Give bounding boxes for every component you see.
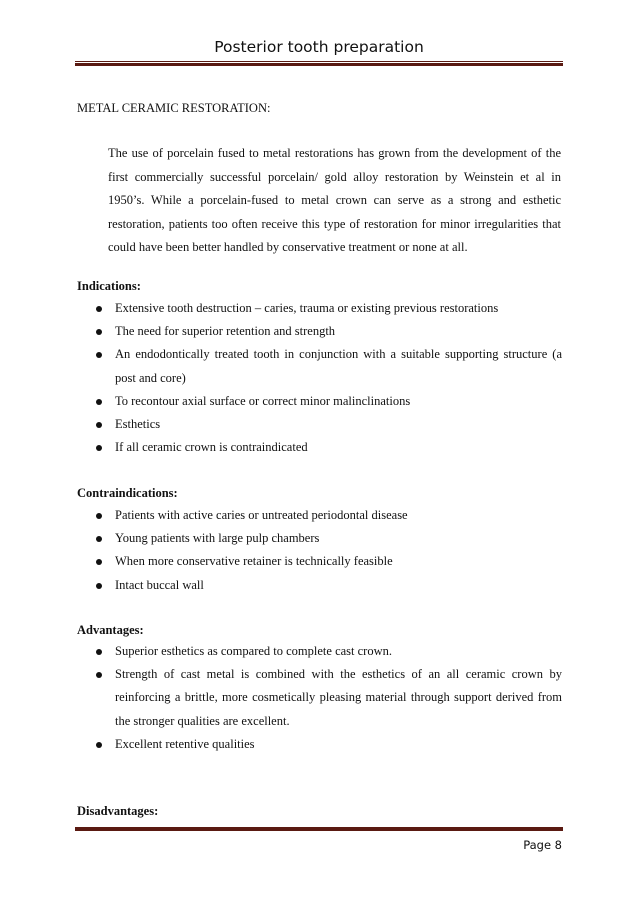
disadvantages-heading: Disadvantages: bbox=[77, 804, 159, 818]
bullet-icon bbox=[96, 445, 102, 451]
metal-ceramic-heading: METAL CERAMIC RESTORATION: bbox=[77, 101, 271, 115]
list-item: To recontour axial surface or correct minor malinclinations bbox=[96, 390, 562, 413]
list-item: If all ceramic crown is contraindicated bbox=[96, 436, 562, 459]
bullet-icon bbox=[96, 742, 102, 748]
advantages-heading: Advantages: bbox=[77, 623, 144, 637]
page-number: Page 8 bbox=[523, 838, 562, 852]
list-item: Intact buccal wall bbox=[96, 574, 562, 597]
indications-list bbox=[96, 297, 562, 459]
bullet-icon bbox=[96, 672, 102, 678]
page-header-title: Posterior tooth preparation bbox=[214, 38, 424, 56]
bullet-icon bbox=[96, 536, 102, 542]
metal-ceramic-paragraph: The use of porcelain fused to metal restorations has grown from the development of the first commercially successful porcelain/ gold alloy restoration by Weinstein et al in 1950’s. While a porcelain-fused to metal crown can serve as a strong and esthetic restoration, patients too often receive this type of restoration for minor irregularities that could have been better handled by conservative treatment or none at all. bbox=[108, 146, 561, 255]
bullet-icon bbox=[96, 352, 102, 358]
bullet-icon bbox=[96, 329, 102, 335]
contraindications-list bbox=[96, 504, 562, 597]
list-item: When more conservative retainer is technically feasible bbox=[96, 550, 562, 573]
list-item: Patients with active caries or untreated periodontal disease bbox=[96, 504, 562, 527]
indications-heading: Indications: bbox=[77, 279, 141, 293]
bullet-icon bbox=[96, 306, 102, 312]
bullet-icon bbox=[96, 399, 102, 405]
list-item: Esthetics bbox=[96, 413, 562, 436]
footer-rule bbox=[75, 826, 563, 831]
bullet-icon bbox=[96, 513, 102, 519]
list-item: Superior esthetics as compared to complete cast crown. bbox=[96, 640, 562, 663]
bullet-icon bbox=[96, 649, 102, 655]
advantages-list bbox=[96, 640, 562, 756]
bullet-icon bbox=[96, 422, 102, 428]
list-item: The need for superior retention and strength bbox=[96, 320, 562, 343]
list-item: An endodontically treated tooth in conjunction with a suitable supporting structure (a post and core) bbox=[96, 343, 562, 389]
list-item: Strength of cast metal is combined with the esthetics of an all ceramic crown by reinforcing a brittle, more cosmetically pleasing material through support derived from the stronger qualities are excellent. bbox=[96, 663, 562, 733]
contraindications-heading: Contraindications: bbox=[77, 486, 178, 500]
list-item: Young patients with large pulp chambers bbox=[96, 527, 562, 550]
bullet-icon bbox=[96, 559, 102, 565]
bullet-icon bbox=[96, 583, 102, 589]
list-item: Extensive tooth destruction – caries, trauma or existing previous restorations bbox=[96, 297, 562, 320]
list-item: Excellent retentive qualities bbox=[96, 733, 562, 756]
header-rule bbox=[75, 61, 563, 66]
